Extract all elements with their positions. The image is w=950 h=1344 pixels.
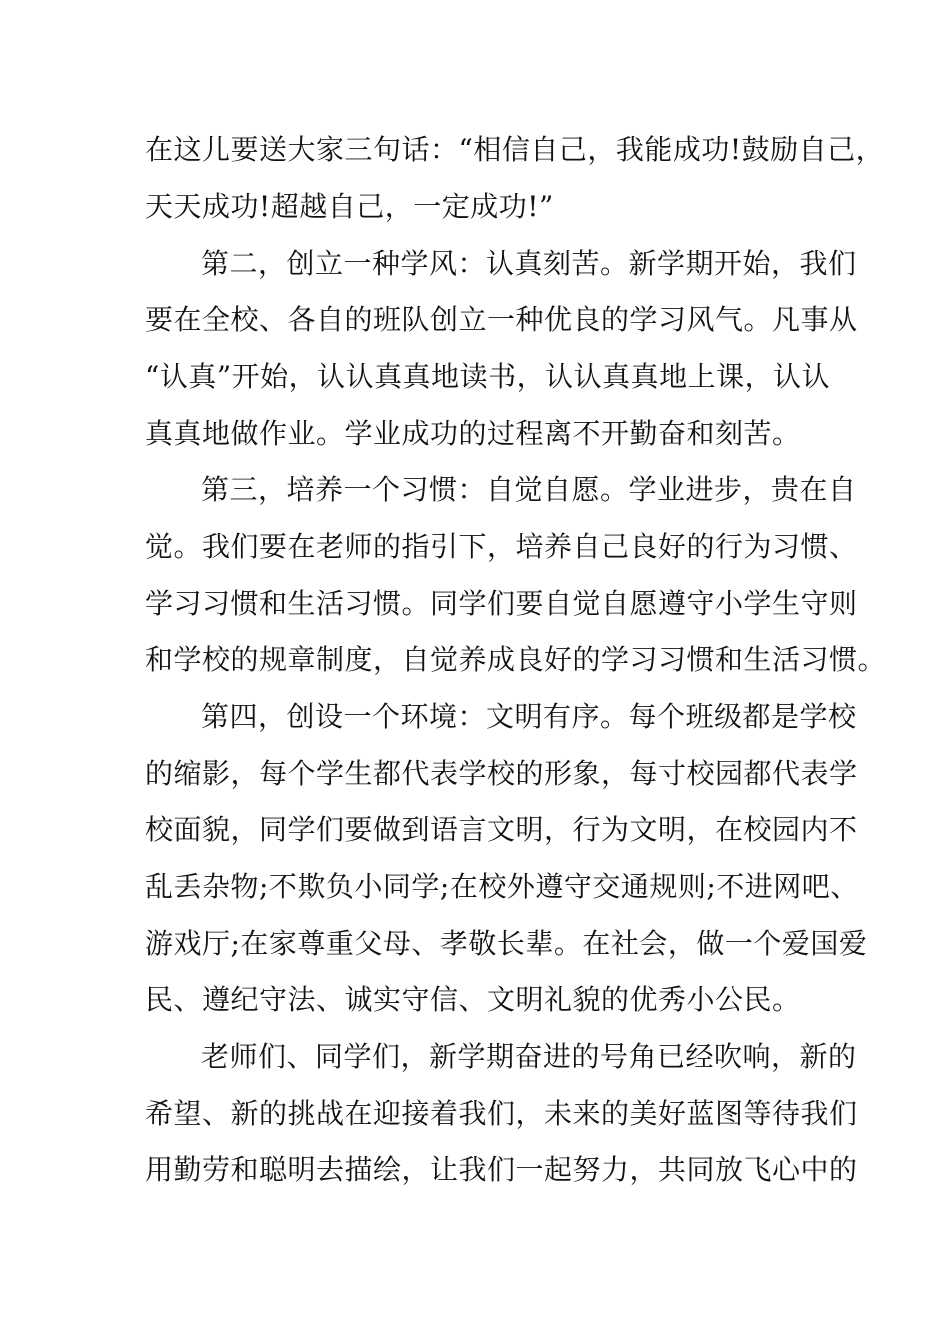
paragraph-start-line: 第三，培养一个习惯：自觉自愿。学业进步，贵在自 [201,473,857,506]
text-line: 希望、新的挑战在迎接着我们，未来的美好蓝图等待我们 [145,1097,858,1130]
text-line: 觉。我们要在老师的指引下，培养自己良好的行为习惯、 [145,530,858,563]
text-line: 校面貌，同学们要做到语言文明，行为文明，在校园内不 [145,813,858,846]
text-line: 要在全校、各自的班队创立一种优良的学习风气。凡事从 [145,303,858,336]
text-line: 的缩影，每个学生都代表学校的形象，每寸校园都代表学 [145,757,858,790]
paragraph-start-line: 第四，创设一个环境：文明有序。每个班级都是学校 [201,700,857,733]
text-line: 学习习惯和生活习惯。同学们要自觉自愿遵守小学生守则 [145,587,858,620]
text-line: 天天成功!超越自己，一定成功!” [145,190,554,223]
text-line: 真真地做作业。学业成功的过程离不开勤奋和刻苦。 [145,417,801,450]
text-line: 民、遵纪守法、诚实守信、文明礼貌的优秀小公民。 [145,983,801,1016]
text-line: 和学校的规章制度，自觉养成良好的学习习惯和生活习惯。 [145,643,887,676]
paragraph-start-line: 老师们、同学们，新学期奋进的号角已经吹响，新的 [201,1040,857,1073]
text-line: “认真”开始，认认真真地读书，认认真真地上课，认认 [145,360,831,393]
text-line: 用勤劳和聪明去描绘，让我们一起努力，共同放飞心中的 [145,1153,858,1186]
text-line: 乱丢杂物;不欺负小同学;在校外遵守交通规则;不进网吧、 [145,870,859,903]
text-line: 游戏厅;在家尊重父母、孝敬长辈。在社会，做一个爱国爱 [145,927,868,960]
text-line: 在这儿要送大家三句话：“相信自己，我能成功!鼓励自己， [145,133,885,166]
paragraph-start-line: 第二，创立一种学风：认真刻苦。新学期开始，我们 [201,247,857,280]
